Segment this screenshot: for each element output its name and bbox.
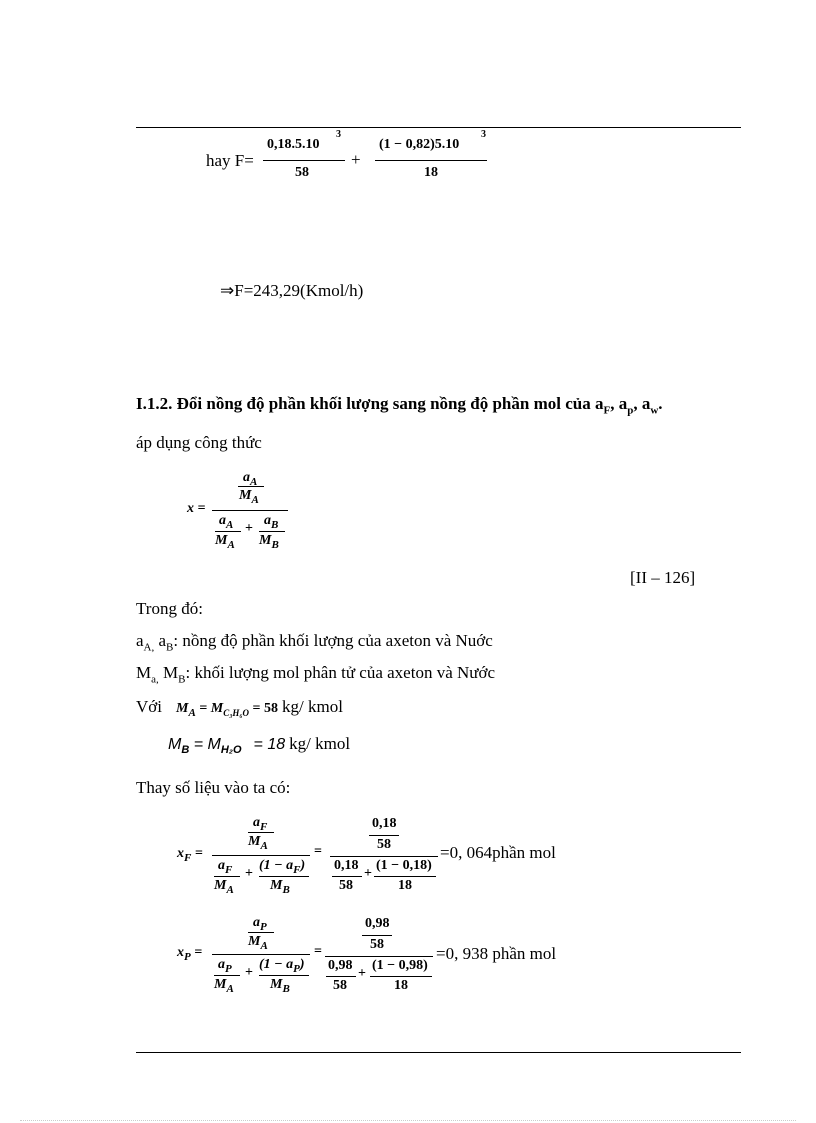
- wl1-sa: A,: [143, 641, 155, 654]
- with-val1: = 58: [249, 701, 278, 716]
- where-line1: [136, 631, 493, 653]
- xf-num-main-bar: [330, 856, 438, 857]
- xf-top-a-sub: F: [260, 820, 268, 833]
- xp-b2-M: M: [270, 977, 283, 992]
- fx-b2-a: a: [264, 513, 271, 528]
- wl2-a: M: [136, 663, 152, 682]
- xp-d1: 58: [370, 937, 384, 952]
- fx-b1-a: a: [219, 513, 226, 528]
- xf-lhs: x: [177, 846, 184, 861]
- xf-top-a: a: [253, 815, 260, 830]
- xf-result: =0, 064phần mol: [440, 843, 556, 862]
- xf-lhs-sub: F: [184, 851, 192, 864]
- sub-w: w: [650, 404, 659, 417]
- xf-b2-close: ): [300, 858, 306, 873]
- xf-n-bar: [369, 835, 399, 836]
- xf-b1-a: a: [218, 858, 225, 873]
- header-rule: [136, 127, 741, 128]
- fx-b1-M-sub: A: [227, 538, 235, 551]
- fx-plus: +: [245, 521, 253, 536]
- eq-f-frac2-bar: [375, 160, 487, 161]
- with-c3h6o: C₃H₆O: [223, 707, 250, 718]
- fx-top-bar: [238, 486, 264, 487]
- xp-b1-M-sub: A: [226, 982, 234, 995]
- eq-f-exp2: 3: [481, 129, 486, 140]
- wl2-b: M: [158, 663, 179, 682]
- xf-b2-sub: F: [293, 863, 301, 876]
- wl2-sb: B: [178, 673, 186, 686]
- with-h2o: H₂O: [220, 744, 242, 757]
- xf-plus: +: [245, 866, 253, 881]
- fx-main-bar: [212, 510, 288, 511]
- with-eq1: = M: [195, 701, 224, 716]
- xp-n-bar: [362, 935, 392, 936]
- fx-b1-bar: [215, 531, 241, 532]
- xf-b1-a-sub: F: [225, 863, 233, 876]
- section-heading-text: I.1.2. Đổi nồng độ phần khối lượng sang nồng độ phần mol của a: [136, 394, 604, 413]
- with-ma-sub: A: [188, 706, 196, 719]
- xf-nb1: 0,18: [334, 858, 359, 873]
- eq-f-term1-den: 58: [295, 165, 309, 180]
- xp-nb1-bar: [326, 976, 356, 977]
- xf-b1-M: M: [214, 878, 227, 893]
- with-unit2: kg/ kmol: [289, 734, 351, 753]
- xf-nb2-bar: [374, 876, 436, 877]
- eq-f-prefix: hay F=: [206, 151, 254, 170]
- xf-b1-bar: [214, 876, 240, 877]
- fx-lhs: x =: [187, 501, 206, 516]
- xp-nb2-bar: [370, 976, 432, 977]
- wl2-rest: : khối lượng mol phân tử của axeton và Nước: [185, 663, 496, 682]
- xf-nb2: (1 − 0,18): [376, 858, 432, 873]
- wl2-sa: a,: [151, 673, 159, 686]
- eq-f-plus: +: [351, 150, 361, 169]
- with-line1: [136, 697, 343, 719]
- xp-top-bar: [248, 932, 274, 933]
- sep1: , a: [610, 394, 628, 413]
- xp-b2-close: ): [299, 957, 305, 972]
- xp-lhs: x: [177, 945, 184, 960]
- xp-b2-bar: [259, 975, 309, 976]
- section-heading: [136, 394, 663, 416]
- eq-f-term1-num: 0,18.5.10: [267, 137, 320, 152]
- with-unit1: kg/ kmol: [282, 697, 343, 716]
- sub-f: F: [603, 404, 611, 417]
- xp-top-a-sub: P: [260, 920, 267, 933]
- xf-main-bar: [212, 855, 310, 856]
- fx-top-a-sub: A: [250, 475, 258, 488]
- xp-top-M-sub: A: [260, 939, 268, 952]
- fx-top-M-sub: A: [251, 493, 259, 506]
- with-mb-sub: B: [181, 744, 190, 757]
- eq-f-term2-den: 18: [424, 165, 438, 180]
- wl1-b: a: [154, 631, 167, 650]
- with-label: Với: [136, 697, 162, 716]
- wl1-sb: B: [166, 641, 174, 654]
- result-f: ⇒F=243,29(Kmol/h): [220, 281, 364, 300]
- xf-b2-M: M: [270, 878, 283, 893]
- xf-n1: 0,18: [372, 816, 397, 831]
- intro-text: áp dụng công thức: [136, 433, 262, 452]
- sub-p: p: [627, 404, 634, 417]
- with-ma: M: [176, 701, 189, 716]
- xp-nb1: 0,98: [328, 958, 353, 973]
- fx-b2-bar: [259, 531, 285, 532]
- xp-db1: 58: [333, 978, 347, 993]
- eq-f-frac1-bar: [263, 160, 345, 161]
- xf-b1-M-sub: A: [226, 883, 234, 896]
- xp-b1-M: M: [214, 977, 227, 992]
- xp-result: =0, 938 phần mol: [436, 944, 557, 963]
- xp-b1-bar: [214, 975, 240, 976]
- xf-db2: 18: [398, 878, 412, 893]
- wl1-a: a: [136, 631, 144, 650]
- with-val2: = 18: [253, 736, 286, 753]
- with-mb: M: [168, 736, 182, 753]
- where-title: Trong đó:: [136, 599, 203, 618]
- eq-f-exp1: 3: [336, 129, 341, 140]
- footer-rule: [136, 1052, 741, 1053]
- fx-b2-M-sub: B: [271, 538, 279, 551]
- sep2: , a: [633, 394, 651, 413]
- xf-nb1-bar: [332, 876, 362, 877]
- xp-b2-sub: P: [293, 962, 300, 975]
- reference: [II – 126]: [630, 568, 696, 587]
- xf-b2-M-sub: B: [282, 883, 290, 896]
- fx-b1-M: M: [215, 533, 228, 548]
- xp-top-a: a: [253, 915, 260, 930]
- xf-top-bar: [248, 832, 274, 833]
- xp-db2: 18: [394, 978, 408, 993]
- xp-nb2: (1 − 0,98): [372, 958, 428, 973]
- fx-b1-a-sub: A: [226, 518, 234, 531]
- xp-num-main-bar: [325, 956, 433, 957]
- where-line2: [136, 663, 495, 685]
- wl1-rest: : nồng độ phần khối lượng của axeton và Nuớc: [173, 631, 493, 650]
- with-eq2: = M: [189, 736, 221, 753]
- page-edge: [20, 1120, 796, 1121]
- xf-top-M-sub: A: [260, 839, 268, 852]
- xf-d1: 58: [377, 837, 391, 852]
- xf-top-M: M: [248, 834, 261, 849]
- xp-top-M: M: [248, 934, 261, 949]
- eq-f-term2-num: (1 − 0,82)5.10: [379, 137, 460, 152]
- xp-b1-a: a: [218, 957, 225, 972]
- fx-top-M: M: [239, 488, 252, 503]
- heading-end: .: [658, 394, 663, 413]
- xp-b2-om: (1 − a: [259, 957, 294, 972]
- xf-b2-om: (1 − a: [259, 858, 294, 873]
- xf-b2-bar: [259, 876, 309, 877]
- xp-plus: +: [245, 965, 253, 980]
- xp-b1-a-sub: P: [225, 962, 232, 975]
- fx-b2-a-sub: B: [271, 518, 279, 531]
- fx-b2-M: M: [259, 533, 272, 548]
- xp-n1: 0,98: [365, 916, 390, 931]
- fx-top-a: a: [243, 470, 250, 485]
- with-line2: [168, 734, 350, 756]
- xf-db1: 58: [339, 878, 353, 893]
- substitute-text: Thay số liệu vào ta có:: [136, 778, 291, 797]
- xp-main-bar: [212, 954, 310, 955]
- xp-b2-M-sub: B: [282, 982, 290, 995]
- xp-lhs-sub: P: [184, 950, 191, 963]
